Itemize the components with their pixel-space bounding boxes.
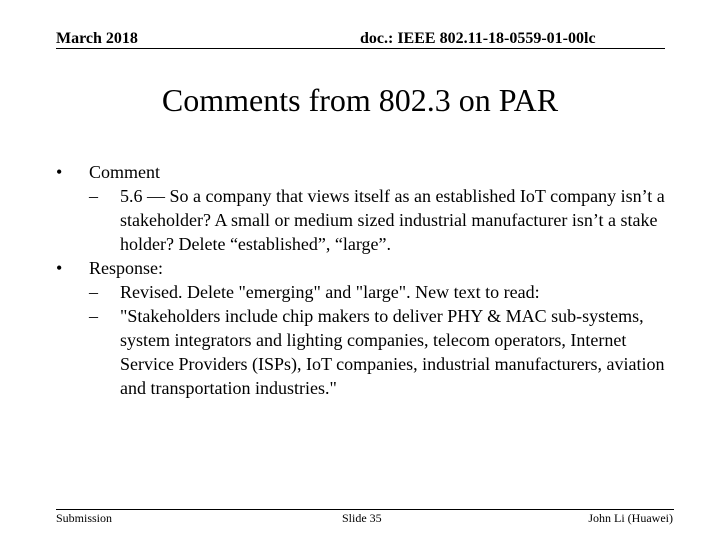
dash-marker: – bbox=[89, 306, 98, 326]
slide-title: Comments from 802.3 on PAR bbox=[161, 82, 559, 118]
bullet-marker: • bbox=[56, 162, 63, 182]
sub-item bbox=[56, 184, 666, 256]
slide-body bbox=[56, 160, 666, 400]
sub-item bbox=[56, 304, 666, 400]
footer-rule bbox=[56, 509, 674, 510]
footer-author: John Li (Huawei) bbox=[588, 511, 673, 525]
bullet-marker: • bbox=[56, 258, 63, 278]
sub-item-text: 5.6 — So a company that views itself as an established IoT company isn’t a stakeholder? A small or medium sized industrial manufacturer isn’t a stake holder? Delete “established”, “large”. bbox=[120, 186, 665, 254]
footer-slide-number: Slide 35 bbox=[342, 511, 382, 525]
dash-marker: – bbox=[89, 282, 98, 302]
header-rule bbox=[56, 48, 665, 49]
bullet-comment bbox=[56, 160, 666, 184]
sub-item-text: Revised. Delete "emerging" and "large". New text to read: bbox=[120, 282, 540, 302]
header-doc-id: doc.: IEEE 802.11-18-0559-01-00lc bbox=[360, 30, 596, 47]
bullet-label: Response: bbox=[89, 258, 163, 278]
sub-item-text: "Stakeholders include chip makers to deliver PHY & MAC sub-systems, system integrators and lighting companies, telecom operators, Internet Service Providers (ISPs), IoT companies, industrial manufacturers, aviation and transportation industries." bbox=[120, 306, 665, 398]
header-date: March 2018 bbox=[56, 30, 138, 47]
sub-item bbox=[56, 280, 666, 304]
dash-marker: – bbox=[89, 186, 98, 206]
bullet-response bbox=[56, 256, 666, 280]
bullet-label: Comment bbox=[89, 162, 160, 182]
footer-submission: Submission bbox=[56, 511, 113, 525]
